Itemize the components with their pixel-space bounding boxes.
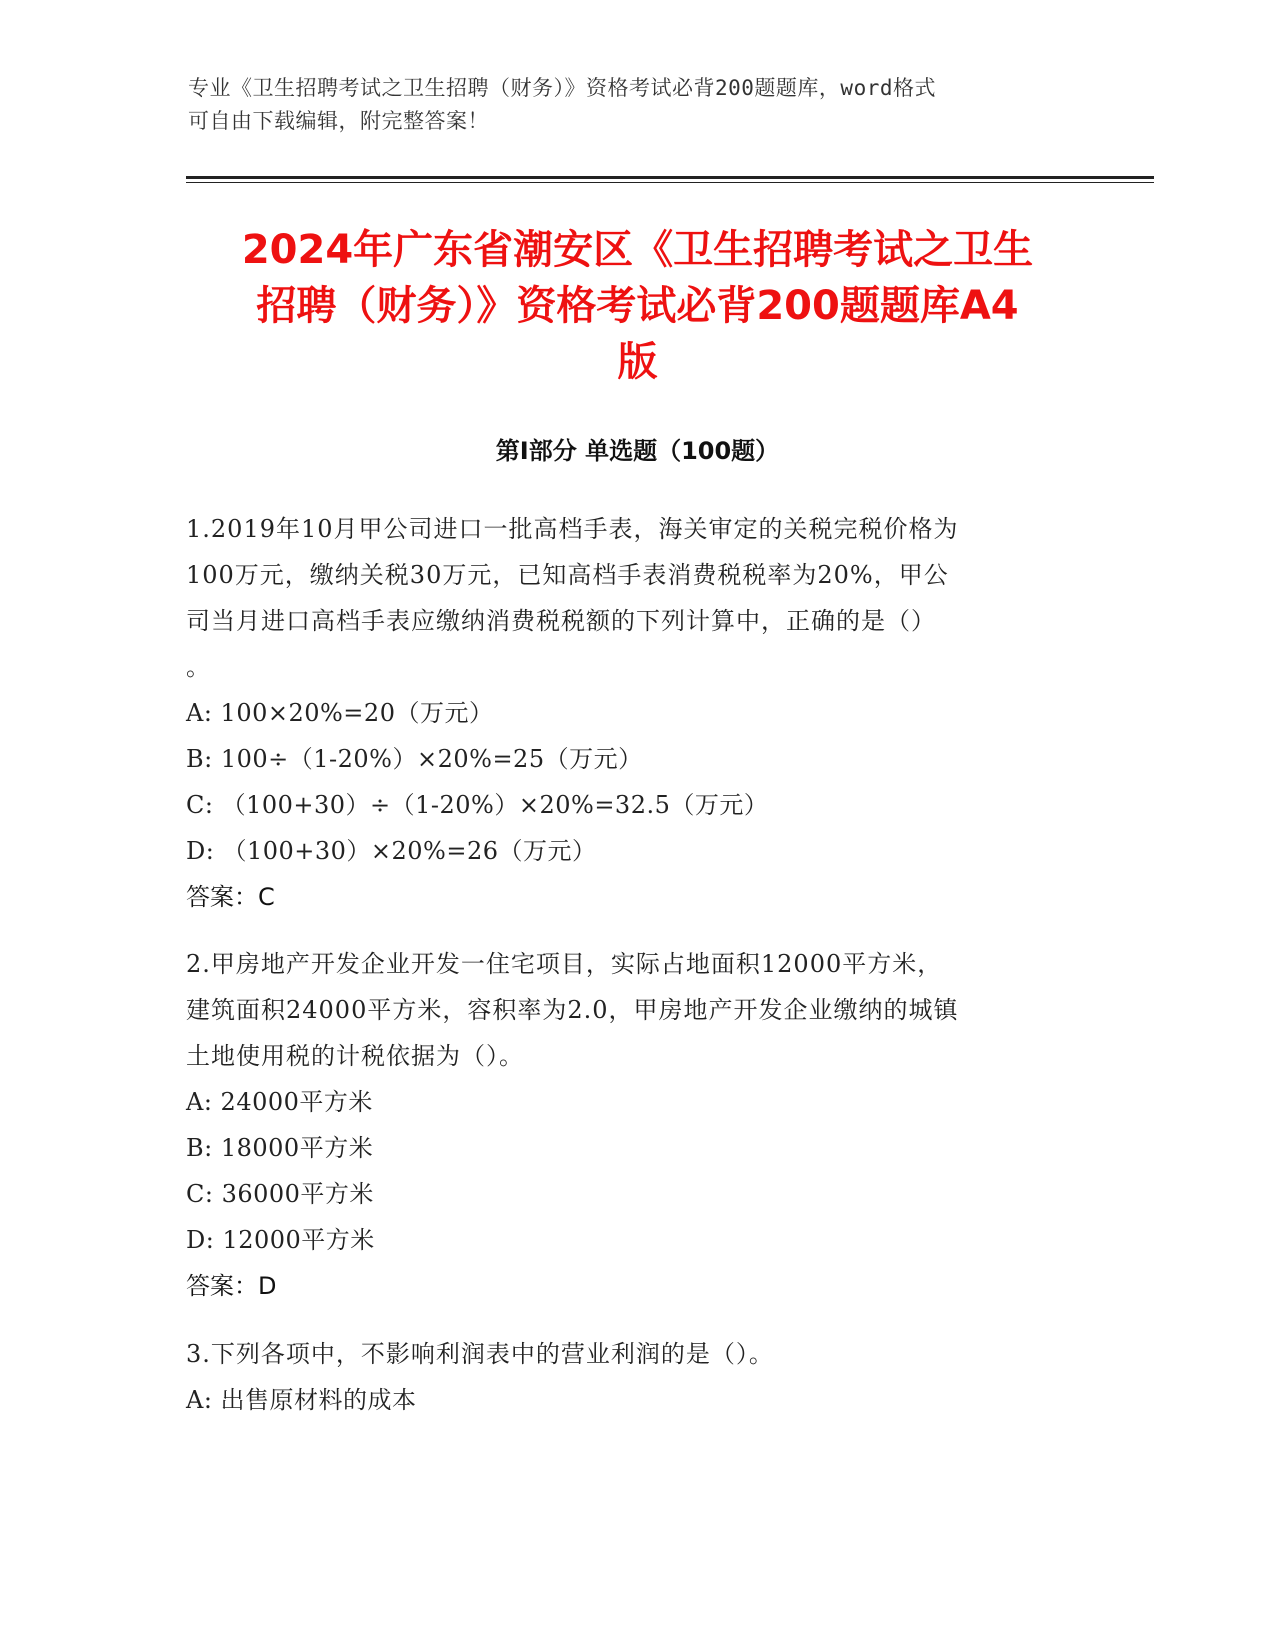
option-a: A: 100×20%=20（万元） [186, 699, 494, 727]
header-note [188, 72, 1088, 138]
question-stem [186, 506, 1086, 690]
option-b: B: 100÷（1-20%）×20%=25（万元） [186, 745, 643, 773]
stem-line: 建筑面积24000平方米，容积率为2.0，甲房地产开发企业缴纳的城镇 [186, 996, 959, 1024]
stem-line: 司当月进口高档手表应缴纳消费税税额的下列计算中，正确的是（） [186, 607, 936, 635]
question-1 [186, 506, 1086, 920]
section-heading: 第Ⅰ部分 单选题（100题） [495, 437, 780, 465]
title-line-2: 招聘（财务）》资格考试必背200题题库A4 [256, 283, 1019, 329]
stem-line: 。 [186, 653, 211, 681]
answer-label: 答案：D [186, 1272, 277, 1300]
option-a: A: 出售原材料的成本 [186, 1386, 417, 1414]
question-3 [186, 1331, 1086, 1423]
option-d: D: （100+30）×20%=26（万元） [186, 837, 597, 865]
option-c: C: （100+30）÷（1-20%）×20%=32.5（万元） [186, 791, 769, 819]
header-note-line-1: 专业《卫生招聘考试之卫生招聘（财务）》资格考试必背200题题库，word格式 [188, 76, 936, 100]
answer-label: 答案：C [186, 883, 275, 911]
question-stem [186, 941, 1086, 1079]
title-line-3: 版 [617, 339, 658, 385]
title-line-1: 2024年广东省潮安区《卫生招聘考试之卫生 [241, 227, 1034, 273]
stem-line: 2.甲房地产开发企业开发一住宅项目，实际占地面积12000平方米， [186, 950, 943, 978]
stem-line: 100万元，缴纳关税30万元，已知高档手表消费税税率为20%，甲公 [186, 561, 949, 589]
header-note-line-2: 可自由下载编辑，附完整答案！ [188, 109, 489, 133]
header-rule-thin [186, 182, 1154, 183]
stem-line: 土地使用税的计税依据为（）。 [186, 1042, 524, 1070]
document-title [170, 222, 1105, 390]
option-a: A: 24000平方米 [186, 1088, 373, 1116]
question-2 [186, 941, 1086, 1309]
stem-line: 1.2019年10月甲公司进口一批高档手表，海关审定的关税完税价格为 [186, 515, 959, 543]
question-stem [186, 1331, 1086, 1377]
option-c: C: 36000平方米 [186, 1180, 374, 1208]
option-b: B: 18000平方米 [186, 1134, 374, 1162]
header-rule-thick [186, 176, 1154, 179]
option-d: D: 12000平方米 [186, 1226, 375, 1254]
stem-line: 3.下列各项中，不影响利润表中的营业利润的是（）。 [186, 1340, 774, 1368]
